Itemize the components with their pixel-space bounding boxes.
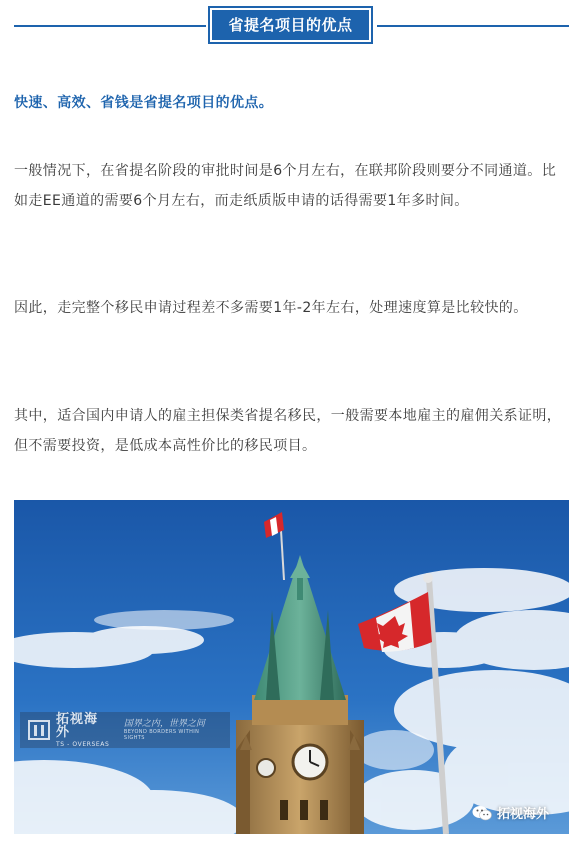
parliament-illustration (14, 500, 569, 834)
header-rule-right (377, 25, 569, 27)
brand-watermark (20, 712, 230, 748)
watermark-slogan-cn: 国界之内，世界之间 (123, 718, 205, 729)
watermark-slogan-en: BEYOND BORDERS WITHIN SIGHTS (123, 729, 200, 742)
wechat-icon (472, 805, 492, 821)
header-rule-left (14, 25, 206, 27)
parliament-photo (14, 500, 569, 834)
header-title-box (208, 6, 373, 44)
watermark-sub: TS - OVERSEAS (55, 740, 110, 748)
section-title: 省提名项目的优点 (212, 10, 369, 40)
watermark-brand: 拓视海外 (55, 711, 98, 740)
paragraph-approval-time: 一般情况下，在省提名阶段的审批时间是6个月左右，在联邦阶段则要分不同通道。比如走EE通道的需要6个月左右，而走纸质版申请的话得需要1年多时间。 (14, 163, 557, 209)
watermark-slogan (124, 719, 222, 742)
wechat-badge (472, 803, 549, 822)
watermark-brand-text (56, 713, 112, 748)
building-logo-icon (28, 720, 50, 740)
wechat-badge-label: 拓视海外 (496, 807, 549, 822)
section-header (14, 6, 569, 44)
paragraph-processing-speed: 因此，走完整个移民申请过程差不多需要1年-2年左右，处理速度算是比较快的。 (14, 300, 528, 316)
lead-paragraph: 快速、高效、省钱是省提名项目的优点。 (14, 95, 274, 111)
paragraph-employer-sponsored: 其中，适合国内申请人的雇主担保类省提名移民，一般需要本地雇主的雇佣关系证明，但不需要投资，是低成本高性价比的移民项目。 (14, 408, 562, 454)
